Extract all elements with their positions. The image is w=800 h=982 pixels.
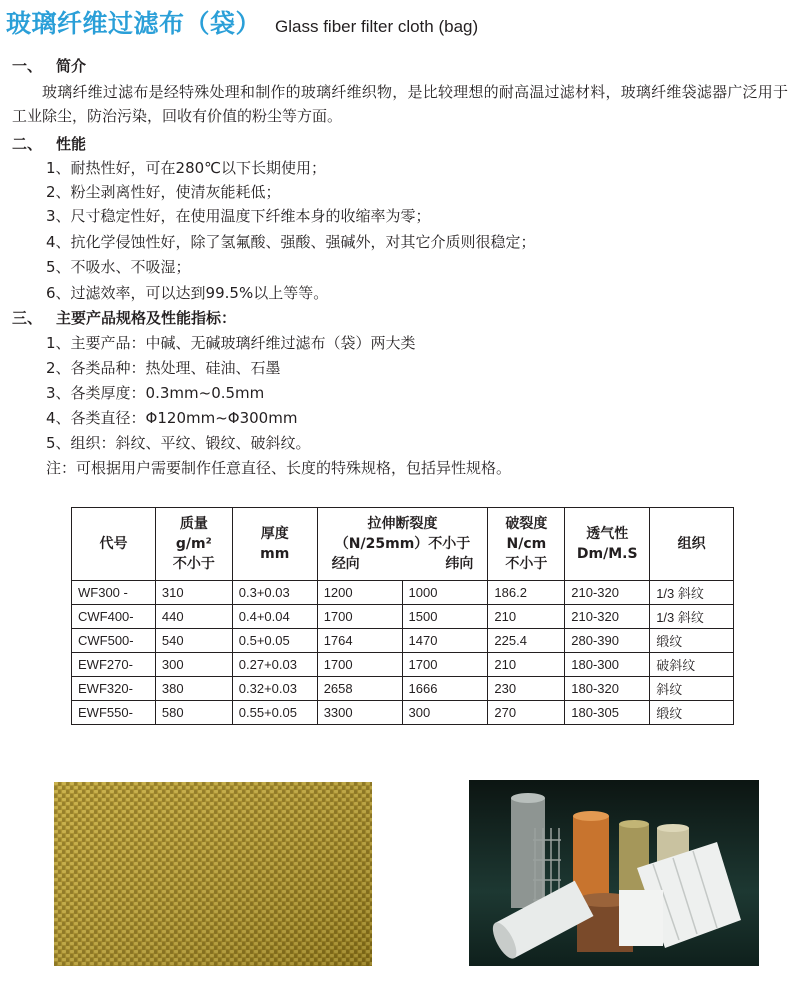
cell-weft: 1700 [402,653,488,677]
section-performance-heading [12,133,86,154]
header-thickness: 厚度 mm [232,508,317,581]
cell-weft: 300 [402,701,488,725]
cell-permeability: 210-320 [565,581,650,605]
filter-bags-image [469,780,759,966]
cell-burst: 225.4 [488,629,565,653]
cell-permeability: 180-300 [565,653,650,677]
cell-thickness: 0.32+0.03 [232,677,317,701]
section-label: 主要产品规格及性能指标： [56,309,237,327]
spec-item: 1、主要产品：中碱、无碱玻璃纤维过滤布（袋）两大类 [46,334,416,352]
cell-thickness: 0.4+0.04 [232,605,317,629]
cell-weft: 1666 [402,677,488,701]
cell-warp: 1200 [317,581,402,605]
cell-mass: 300 [155,653,232,677]
header-tensile-sub [320,554,486,574]
spec-item: 4、各类直径：Φ120mm~Φ300mm [46,409,298,427]
cell-code: EWF320- [72,677,156,701]
cell-warp: 1764 [317,629,402,653]
table-row [72,629,734,653]
performance-item: 4、抗化学侵蚀性好，除了氢氟酸、强酸、强碱外，对其它介质则很稳定； [46,233,536,251]
cell-warp: 1700 [317,605,402,629]
title-english: Glass fiber filter cloth (bag) [275,17,479,36]
table-row [72,605,734,629]
section-label: 简介 [56,57,87,75]
cell-weave: 1/3 斜纹 [650,605,734,629]
performance-item: 2、粉尘剥离性好，使清灰能耗低； [46,183,281,201]
cell-permeability: 180-320 [565,677,650,701]
cell-thickness: 0.5+0.05 [232,629,317,653]
section-number: 三、 [12,309,43,327]
cell-code: EWF270- [72,653,156,677]
cell-burst: 210 [488,605,565,629]
header-code: 代号 [72,508,156,581]
table-row [72,677,734,701]
spec-item: 5、组织：斜纹、平纹、锻纹、破斜纹。 [46,434,311,452]
title-chinese: 玻璃纤维过滤布（袋） [6,9,262,38]
cell-warp: 1700 [317,653,402,677]
cell-mass: 440 [155,605,232,629]
cell-weave: 1/3 斜纹 [650,581,734,605]
performance-item: 5、不吸水、不吸湿； [46,258,191,276]
cell-weave: 缎纹 [650,629,734,653]
cell-thickness: 0.27+0.03 [232,653,317,677]
cell-warp: 3300 [317,701,402,725]
table-row [72,653,734,677]
performance-item: 6、过滤效率，可以达到99.5%以上等等。 [46,284,329,302]
cell-warp: 2658 [317,677,402,701]
spec-table [71,507,734,725]
filter-bags-photo [469,780,759,966]
cell-thickness: 0.3+0.03 [232,581,317,605]
spec-item: 3、各类厚度：0.3mm~0.5mm [46,384,265,402]
section-number: 二、 [12,135,43,153]
header-weft: 纬向 [445,556,474,572]
performance-item: 3、尺寸稳定性好，在使用温度下纤维本身的收缩率为零； [46,207,431,225]
header-permeability: 透气性 Dm/M.S [565,508,650,581]
cell-weave: 破斜纹 [650,653,734,677]
cell-weft: 1500 [402,605,488,629]
cell-code: WF300 - [72,581,156,605]
cell-burst: 210 [488,653,565,677]
table-row [72,701,734,725]
header-tensile [317,508,488,581]
page-title [6,4,478,44]
cell-weft: 1470 [402,629,488,653]
cell-burst: 230 [488,677,565,701]
cell-mass: 580 [155,701,232,725]
intro-paragraph: 玻璃纤维过滤布是经特殊处理和制作的玻璃纤维织物，是比较理想的耐高温过滤材料，玻璃纤维袋滤器广泛用于工业除尘，防治污染，回收有价值的粉尘等方面。 [12,83,788,125]
woven-cloth-photo [54,782,372,966]
section-spec-heading [12,307,236,328]
header-warp: 经向 [331,556,360,572]
spec-item: 2、各类品种：热处理、硅油、石墨 [46,359,281,377]
header-weave: 组织 [650,508,734,581]
cell-permeability: 180-305 [565,701,650,725]
section-number: 一、 [12,57,43,75]
cell-weave: 斜纹 [650,677,734,701]
cell-mass: 540 [155,629,232,653]
cell-weave: 缎纹 [650,701,734,725]
cell-mass: 310 [155,581,232,605]
cell-mass: 380 [155,677,232,701]
section-intro-heading [12,55,86,76]
table-header-row [72,508,734,581]
performance-item: 1、耐热性好，可在280℃以下长期使用； [46,159,327,177]
woven-cloth-image [54,782,372,966]
cell-permeability: 280-390 [565,629,650,653]
cell-code: CWF500- [72,629,156,653]
cell-code: EWF550- [72,701,156,725]
cell-weft: 1000 [402,581,488,605]
section-label: 性能 [56,135,87,153]
header-burst: 破裂度 N/cm 不小于 [488,508,565,581]
header-tensile-title: 拉伸断裂度 （N/25mm）不小于 [334,516,471,552]
cell-permeability: 210-320 [565,605,650,629]
cell-code: CWF400- [72,605,156,629]
cell-thickness: 0.55+0.05 [232,701,317,725]
header-mass: 质量 g/m² 不小于 [155,508,232,581]
cell-burst: 186.2 [488,581,565,605]
spec-note: 注：可根据用户需要制作任意直径、长度的特殊规格，包括异性规格。 [46,459,512,477]
cell-burst: 270 [488,701,565,725]
table-row [72,581,734,605]
